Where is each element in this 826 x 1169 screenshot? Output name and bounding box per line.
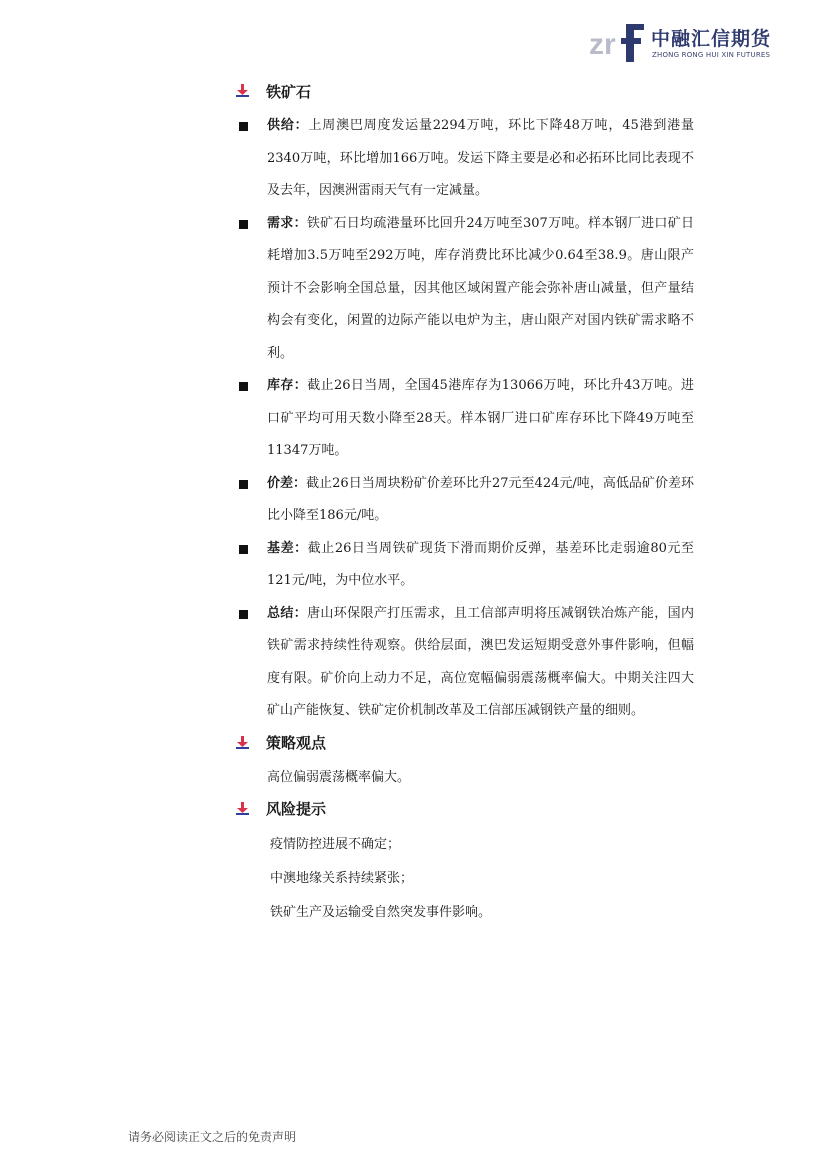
square-bullet-icon <box>239 220 248 229</box>
heading-arrow-icon <box>236 802 258 816</box>
bullet-text: 截止26日当周，全国45港库存为13066万吨，环比升43万吨。进口矿平均可用天数小降至28天。样本钢厂进口矿库存环比下降49万吨至11347万吨。 <box>267 378 694 458</box>
bullet-label: 价差： <box>267 475 307 491</box>
section-heading-iron-ore <box>236 78 694 104</box>
strategy-text: 高位偏弱震荡概率偏大。 <box>267 769 411 785</box>
risk-item: 疫情防控进展不确定； <box>270 836 401 852</box>
square-bullet-icon <box>239 480 248 489</box>
bullet-inventory <box>236 370 694 468</box>
heading-arrow-icon <box>236 736 258 750</box>
section-heading-risk <box>236 796 694 822</box>
bullet-label: 库存： <box>267 378 308 393</box>
square-bullet-icon <box>239 545 248 554</box>
bullet-basis <box>236 533 694 598</box>
zrf-logo-icon <box>588 20 648 64</box>
heading-arrow-icon <box>236 84 258 98</box>
bullet-label: 基差： <box>267 540 308 556</box>
bullet-supply <box>236 110 694 208</box>
risk-item: 中澳地缘关系持续紧张； <box>270 870 414 886</box>
svg-text:zr: zr <box>589 28 616 61</box>
square-bullet-icon <box>239 122 248 131</box>
bullet-text: 铁矿石日均疏港量环比回升24万吨至307万吨。样本钢厂进口矿日耗增加3.5万吨至292万吨，库存消费比环比减少0.64至38.9。唐山限产预计不会影响全国总量，因其他区域闲置产能会弥补唐山减量，但产量结构会有变化，闲置的边际产能以电炉为主，唐山限产对国内铁矿需求略不利。 <box>267 215 694 361</box>
bullet-label: 供给： <box>267 118 309 133</box>
section-title: 铁矿石 <box>266 82 312 101</box>
section-heading-strategy <box>236 730 694 756</box>
bullet-label: 需求： <box>267 215 307 231</box>
bullet-text: 截止26日当周块粉矿价差环比升27元至424元/吨，高低品矿价差环比小降至186元/吨。 <box>267 475 694 523</box>
bullet-demand <box>236 208 694 371</box>
section-title: 风险提示 <box>266 800 327 818</box>
bullet-label: 总结： <box>267 605 308 621</box>
square-bullet-icon <box>239 610 248 619</box>
bullet-text: 上周澳巴周度发运量2294万吨，环比下降48万吨，45港到港量2340万吨，环比增加166万吨。发运下降主要是必和必拓环比同比表现不及去年，因澳洲雷雨天气有一定减量。 <box>267 118 694 198</box>
section-title: 策略观点 <box>266 734 327 752</box>
bullet-summary <box>236 598 694 728</box>
report-body <box>236 78 694 930</box>
footer-disclaimer: 请务必阅读正文之后的免责声明 <box>128 1130 297 1144</box>
company-logo <box>588 20 778 64</box>
bullet-spread <box>236 468 694 533</box>
bullet-text: 截止26日当周铁矿现货下滑而期价反弹，基差环比走弱逾80元至121元/吨，为中位水平。 <box>267 540 694 588</box>
bullet-text: 唐山环保限产打压需求，且工信部声明将压减钢铁冶炼产能，国内铁矿需求持续性待观察。供给层面，澳巴发运短期受意外事件影响，但幅度有限。矿价向上动力不足，高位宽幅偏弱震荡概率偏大。中期关注四大矿山产能恢复、铁矿定价机制改革及工信部压减钢铁产量的细则。 <box>267 605 694 718</box>
logo-english-name: ZHONG RONG HUI XIN FUTURES <box>652 51 771 59</box>
logo-chinese-name: 中融汇信期货 <box>651 28 772 50</box>
square-bullet-icon <box>239 382 248 391</box>
risk-item: 铁矿生产及运输受自然突发事件影响。 <box>270 904 492 920</box>
